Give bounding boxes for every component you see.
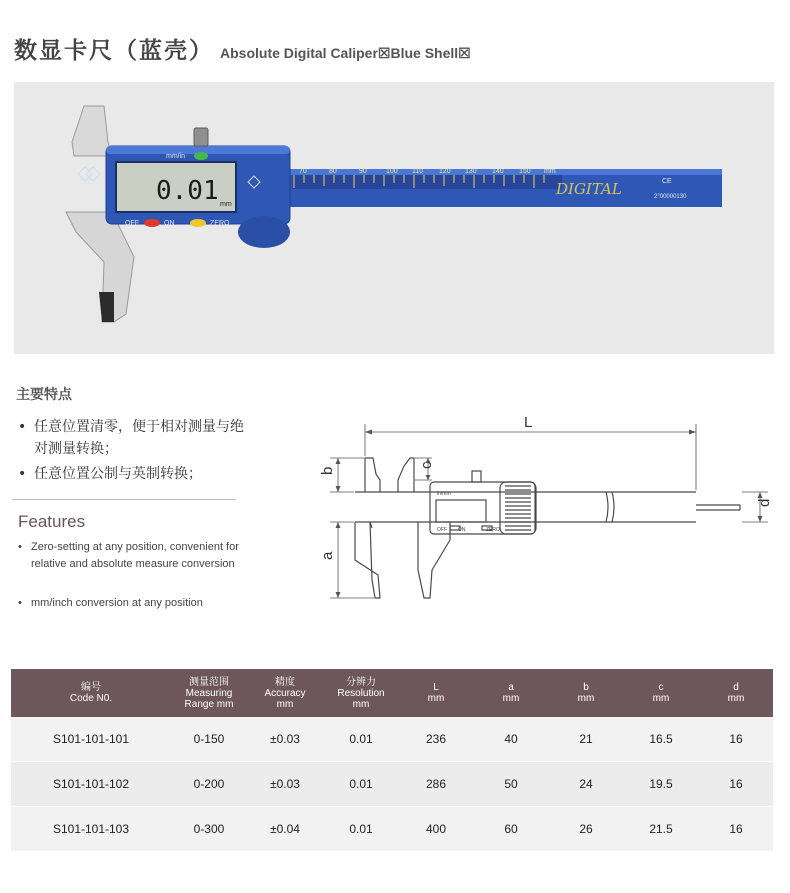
cell-a: 60: [473, 807, 549, 852]
cell-resolution: 0.01: [323, 807, 399, 852]
spec-table: [11, 669, 773, 852]
header-L: L mm: [399, 669, 473, 717]
dim-label-b: b: [319, 466, 336, 475]
features-en-heading: Features: [18, 512, 86, 531]
header-a: a mm: [473, 669, 549, 717]
dim-label-L: L: [524, 414, 533, 431]
cell-L: 286: [399, 762, 473, 807]
dim-label-d: d: [756, 498, 773, 507]
page-title: [14, 32, 471, 72]
cell-code: S101-101-103: [11, 807, 171, 852]
dim-label-a: a: [319, 551, 336, 560]
scale-tick-140: 140: [492, 168, 504, 175]
bullet-icon: •: [18, 419, 27, 435]
feature-en-text: Zero-setting at any position, convenient for relative and absolute measure conversion: [31, 541, 239, 570]
cell-code: S101-101-102: [11, 762, 171, 807]
diagram-on: ON: [458, 527, 466, 533]
feature-en-item: [18, 539, 243, 573]
scale-tick-150: 150: [519, 168, 531, 175]
table-row: [11, 717, 773, 762]
scale-tick-70: 70: [299, 168, 307, 175]
section-divider: [12, 499, 236, 500]
zero-label: ZERO: [210, 220, 230, 227]
cell-c: 21.5: [623, 807, 699, 852]
cell-accuracy: ±0.04: [247, 807, 323, 852]
bullet-icon: •: [18, 541, 22, 553]
header-accuracy: 精度 Accuracy mm: [247, 669, 323, 717]
diagram-zero: ZERO: [486, 527, 500, 533]
scale-tick-80: 80: [329, 168, 337, 175]
table-row: [11, 807, 773, 852]
header-b: b mm: [549, 669, 623, 717]
cell-L: 400: [399, 807, 473, 852]
scale-tick-110: 110: [412, 168, 424, 175]
on-label: ON: [164, 220, 175, 227]
bullet-icon: •: [18, 597, 22, 609]
header-c: c mm: [623, 669, 699, 717]
feature-cn-item: [20, 416, 250, 460]
cell-b: 24: [549, 762, 623, 807]
cell-range: 0-300: [171, 807, 247, 852]
cell-c: 16.5: [623, 717, 699, 762]
brand-digital-text: DIGITAL: [556, 180, 622, 198]
header-resolution: 分辨力 Resolution mm: [323, 669, 399, 717]
product-photo: [14, 82, 774, 354]
mode-label: mm/in: [166, 153, 186, 160]
cell-c: 19.5: [623, 762, 699, 807]
cell-d: 16: [699, 762, 773, 807]
cell-d: 16: [699, 717, 773, 762]
feature-cn-text: 任意位置公制与英制转换；: [34, 466, 202, 482]
cell-range: 0-200: [171, 762, 247, 807]
dimension-diagram: [300, 400, 775, 610]
scale-tick-130: 130: [465, 168, 477, 175]
cell-range: 0-150: [171, 717, 247, 762]
header-d: d mm: [699, 669, 773, 717]
scale-tick-unit: mm: [544, 168, 556, 175]
table-row: [11, 762, 773, 807]
cell-accuracy: ±0.03: [247, 717, 323, 762]
cell-d: 16: [699, 807, 773, 852]
header-code: 编号 Code N0.: [11, 669, 171, 717]
feature-en-text: mm/inch conversion at any position: [31, 597, 203, 609]
header-range: 测量范围 Measuring Range mm: [171, 669, 247, 717]
cell-L: 236: [399, 717, 473, 762]
title-english: Absolute Digital Caliper☒Blue Shell☒: [220, 45, 471, 61]
cell-resolution: 0.01: [323, 762, 399, 807]
lcd-unit: mm: [220, 201, 232, 208]
power-button: [144, 219, 160, 227]
cell-a: 50: [473, 762, 549, 807]
feature-en-item: [18, 595, 243, 612]
brand-logo-icon: [78, 167, 100, 181]
cell-a: 40: [473, 717, 549, 762]
features-cn-heading: 主要特点: [16, 387, 72, 403]
mode-button: [194, 152, 208, 160]
scale-tick-120: 120: [439, 168, 451, 175]
cell-accuracy: ±0.03: [247, 762, 323, 807]
cell-b: 21: [549, 717, 623, 762]
cell-code: S101-101-101: [11, 717, 171, 762]
feature-cn-text: 任意位置清零，便于相对测量与绝对测量转换；: [34, 419, 244, 457]
feature-cn-item: [20, 463, 250, 485]
caliper-illustration: [14, 82, 774, 354]
scale-tick-90: 90: [359, 168, 367, 175]
bullet-icon: •: [18, 466, 27, 482]
cell-b: 26: [549, 807, 623, 852]
title-chinese: 数显卡尺（蓝壳）: [14, 38, 214, 64]
ce-mark: CE: [662, 178, 672, 185]
diagram-lcd-mode: in/mm: [437, 491, 451, 497]
zero-button: [190, 219, 206, 227]
cell-resolution: 0.01: [323, 717, 399, 762]
serial-number: 2°00000130: [654, 194, 687, 200]
lcd-reading: 0.01: [156, 176, 219, 206]
diagram-off: OFF: [437, 527, 447, 533]
dim-label-c: c: [418, 461, 435, 469]
scale-tick-100: 100: [386, 168, 398, 175]
off-label: OFF: [125, 220, 139, 227]
table-header-row: [11, 669, 773, 717]
